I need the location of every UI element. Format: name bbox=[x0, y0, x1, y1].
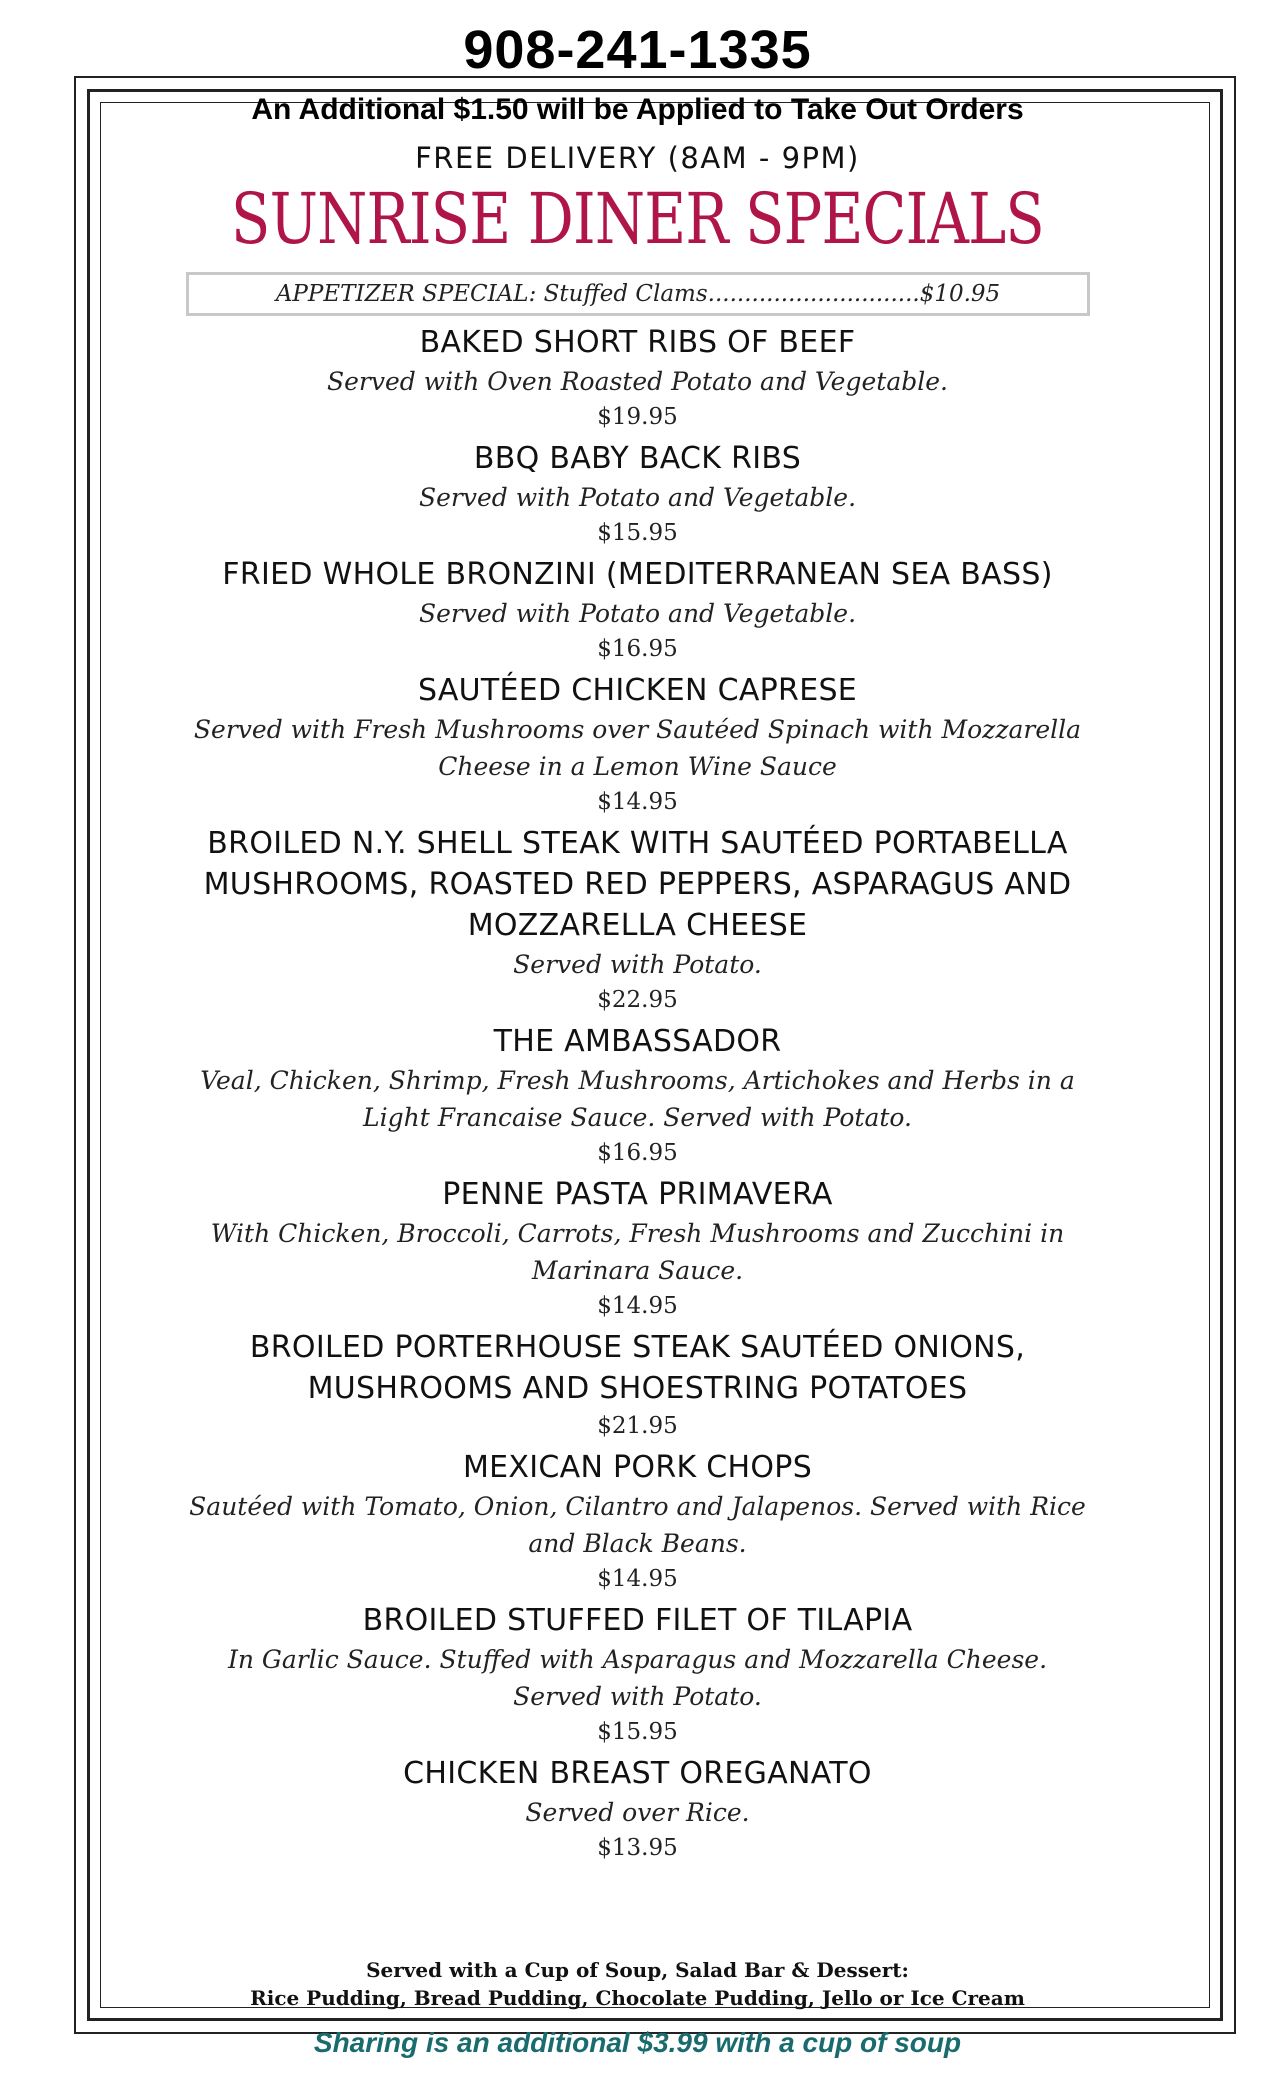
item-price: $14.95 bbox=[597, 1566, 678, 1592]
item-price: $16.95 bbox=[597, 1140, 678, 1166]
item-description: With Chicken, Broccoli, Carrots, Fresh Mushrooms and Zucchini in Marinara Sauce. bbox=[210, 1219, 1065, 1285]
menu-item bbox=[150, 823, 1125, 1017]
menu-item bbox=[150, 554, 1125, 666]
item-price: $16.95 bbox=[597, 636, 678, 662]
item-price: $15.95 bbox=[597, 1719, 678, 1745]
takeout-notice: An Additional $1.50 will be Applied to Take Out Orders bbox=[251, 93, 1024, 126]
item-description: Served over Rice. bbox=[525, 1798, 750, 1827]
item-price: $13.95 bbox=[597, 1835, 678, 1861]
phone-number: 908-241-1335 bbox=[463, 20, 812, 80]
sharing-note: Sharing is an additional $3.99 with a cup of soup bbox=[313, 2027, 962, 2058]
item-name: CHICKEN BREAST OREGANATO bbox=[403, 1756, 872, 1791]
served-with-note: Served with a Cup of Soup, Salad Bar & Dessert: bbox=[366, 1958, 909, 1982]
delivery-hours: FREE DELIVERY (8AM - 9PM) bbox=[415, 141, 860, 175]
item-description: Served with Potato. bbox=[513, 950, 762, 979]
menu-item bbox=[150, 438, 1125, 550]
item-price: $14.95 bbox=[597, 789, 678, 815]
menu-item bbox=[150, 670, 1125, 819]
item-price: $15.95 bbox=[597, 520, 678, 546]
item-description: Served with Potato and Vegetable. bbox=[418, 483, 857, 512]
item-name: MEXICAN PORK CHOPS bbox=[462, 1450, 813, 1485]
item-description: Served with Potato and Vegetable. bbox=[418, 599, 857, 628]
menu-item bbox=[150, 1600, 1125, 1749]
item-price: $22.95 bbox=[597, 987, 678, 1013]
item-description: Served with Fresh Mushrooms over Sautéed Spinach with Mozzarella Cheese in a Lemon Wine Sauce bbox=[193, 715, 1082, 781]
dessert-options: Rice Pudding, Bread Pudding, Chocolate Pudding, Jello or Ice Cream bbox=[250, 1986, 1025, 2010]
menu-item bbox=[150, 1447, 1125, 1596]
menu-item bbox=[150, 1327, 1125, 1443]
item-description: Veal, Chicken, Shrimp, Fresh Mushrooms, Artichokes and Herbs in a Light Francaise Sauce. Served with Potato. bbox=[200, 1066, 1075, 1132]
item-name: BROILED PORTERHOUSE STEAK SAUTÉED ONIONS, MUSHROOMS AND SHOESTRING POTATOES bbox=[249, 1330, 1026, 1406]
item-name: BBQ BABY BACK RIBS bbox=[473, 441, 802, 476]
appetizer-special: APPETIZER SPECIAL: Stuffed Clams.............................$10.95 bbox=[186, 272, 1090, 316]
menu-item bbox=[150, 1753, 1125, 1865]
item-name: PENNE PASTA PRIMAVERA bbox=[442, 1177, 833, 1212]
menu-item bbox=[150, 1021, 1125, 1170]
item-price: $19.95 bbox=[597, 404, 678, 430]
item-description: Sautéed with Tomato, Onion, Cilantro and Jalapenos. Served with Rice and Black Beans. bbox=[189, 1492, 1086, 1558]
item-name: FRIED WHOLE BRONZINI (MEDITERRANEAN SEA BASS) bbox=[222, 557, 1053, 592]
item-name: BAKED SHORT RIBS OF BEEF bbox=[419, 325, 856, 360]
specials-list bbox=[150, 322, 1125, 1869]
item-description: In Garlic Sauce. Stuffed with Asparagus and Mozzarella Cheese. Served with Potato. bbox=[227, 1645, 1048, 1711]
menu-title: SUNRISE DINER SPECIALS bbox=[231, 178, 1044, 260]
menu-item bbox=[150, 322, 1125, 434]
item-description: Served with Oven Roasted Potato and Vegetable. bbox=[327, 367, 948, 396]
item-price: $21.95 bbox=[597, 1413, 678, 1439]
item-name: BROILED STUFFED FILET OF TILAPIA bbox=[362, 1603, 913, 1638]
menu-item bbox=[150, 1174, 1125, 1323]
item-price: $14.95 bbox=[597, 1293, 678, 1319]
item-name: THE AMBASSADOR bbox=[493, 1024, 782, 1059]
item-name: BROILED N.Y. SHELL STEAK WITH SAUTÉED PORTABELLA MUSHROOMS, ROASTED RED PEPPERS, ASPARAGUS AND MOZZARELLA CHEESE bbox=[203, 826, 1072, 943]
item-name: SAUTÉED CHICKEN CAPRESE bbox=[417, 673, 858, 708]
